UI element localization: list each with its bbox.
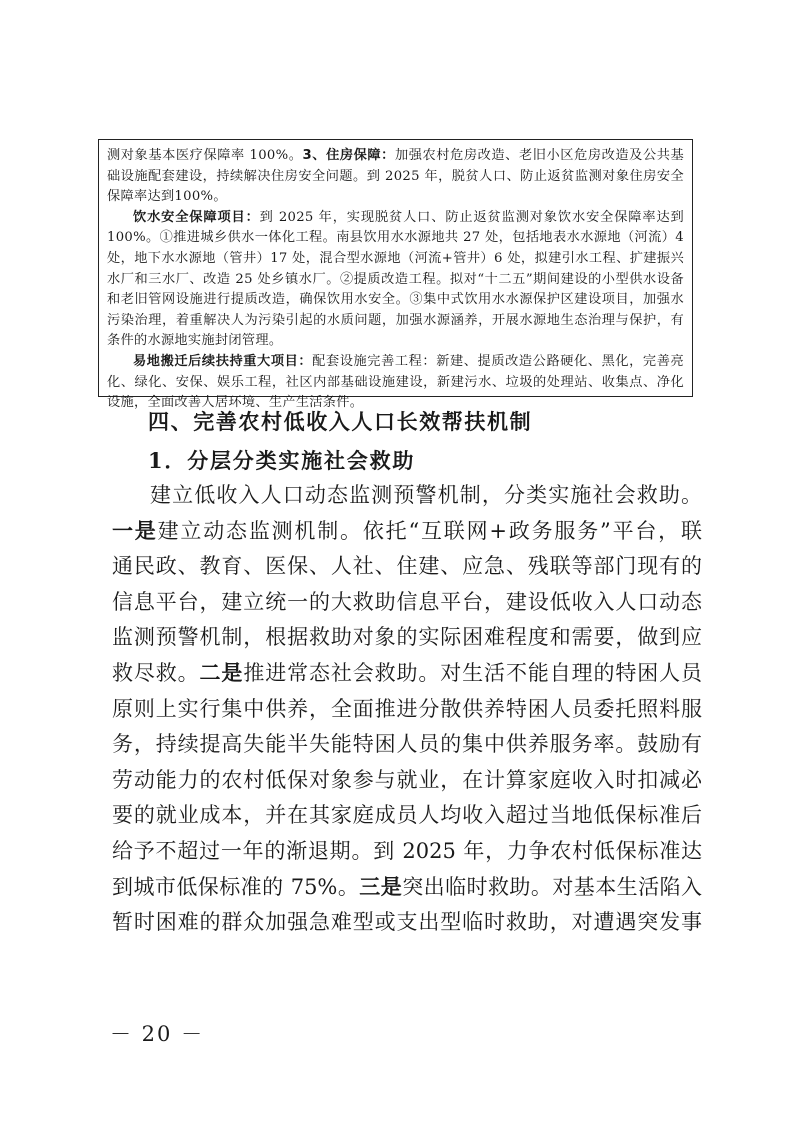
body-line: 监测预警机制，根据救助对象的实际困难程度和需要，做到应 <box>112 625 702 650</box>
body-line: 劳动能力的农村低保对象参与就业，在计算家庭收入时扣减必 <box>112 767 702 792</box>
body-line <box>112 514 702 550</box>
text: 配套设施完善工程：新建、提质改造公路硬化、黑化，完善亮化、绿化、安保、娱乐工程，社区内部基础设施建设，新建污水、垃圾的处理站、收集点、净化设施，全面改善人居环境、生产生活条件。 <box>107 353 684 411</box>
body-line: 信息平台，建立统一的大救助信息平台，建设低收入人口动态 <box>112 589 702 614</box>
text: 加强农村危房改造、老旧小区危房改造及公共基础设施配套建设，持续解决住房安全问题。到 2025 年，脱贫人口、防止返贫监测对象住房安全保障率达到100%。 <box>107 148 684 205</box>
body-line: 通民政、教育、医保、人社、住建、应急、残联等部门现有的 <box>112 554 702 579</box>
text: 建立动态监测机制。依托“互联网+政务服务”平台，联 <box>157 518 702 543</box>
text: 突出临时救助。对基本生活陷入 <box>402 874 703 899</box>
body-line: 给予不超过一年的渐退期。到 2025 年，力争农村低保标准达 <box>112 838 702 863</box>
body-line: 要的就业成本，并在其家庭成员人均收入超过当地低保标准后 <box>112 803 702 828</box>
bold-marker: 三是 <box>359 874 403 899</box>
page-number: － 20 － <box>110 1022 205 1046</box>
housing-paragraph <box>107 146 684 208</box>
project-list-box <box>98 139 693 411</box>
body-line: 暂时困难的群众加强急难型或支出型临时救助，对遭遇突发事 <box>112 910 702 935</box>
body-text <box>112 478 702 941</box>
bold-marker: 一是 <box>112 518 158 543</box>
text: 救尽救。 <box>112 660 200 685</box>
text: 测对象基本医疗保障率 100%。 <box>107 148 303 163</box>
bold-marker: 二是 <box>199 660 244 685</box>
relocation-label: 易地搬迁后续扶持重大项目： <box>133 353 313 369</box>
body-line <box>112 870 702 906</box>
water-label: 饮水安全保障项目： <box>133 209 260 225</box>
text: 到 2025 年，实现脱贫人口、防止返贫监测对象饮水安全保障率达到 100%。①推进城乡供水一体化工程。南县饮用水水源地共 27 处，包括地表水水源地（河流）4 处，地下水水源地（管井）17 处，混合型水源地（河流+管井）6 处，拟建引水工程、扩建振兴水厂和三水厂、改造 25 处乡镇水厂。②提质改造工程。拟对“十二五”期间建设的小型供水设备和老旧管网设施进行提质改造，确保饮用水安全。③集中式饮用水水源保护区建设项目，加强水污染治理，着重解决人为污染引起的水质问题，加强水源涵养，开展水源地生态治理与保护，有条件的水源地实施封闭管理。 <box>107 209 685 349</box>
section-heading: 四、完善农村低收入人口长效帮扶机制 <box>148 410 533 434</box>
relocation-paragraph <box>107 352 684 414</box>
text: 推进常态社会救助。对生活不能自理的特困人员 <box>243 660 703 685</box>
body-line: 原则上实行集中供养，全面推进分散供养特困人员委托照料服 <box>112 696 702 721</box>
body-line <box>112 656 702 692</box>
body-line <box>112 478 702 514</box>
body-line: 务，持续提高失能半失能特困人员的集中供养服务率。鼓励有 <box>112 732 702 757</box>
housing-label: 3、住房保障： <box>302 148 395 163</box>
text: 建立低收入人口动态监测预警机制，分类实施社会救助。 <box>150 483 702 507</box>
text: 到城市低保标准的 75%。 <box>112 874 360 899</box>
subsection-heading: 1．分层分类实施社会救助 <box>148 448 416 473</box>
water-paragraph <box>107 208 684 352</box>
